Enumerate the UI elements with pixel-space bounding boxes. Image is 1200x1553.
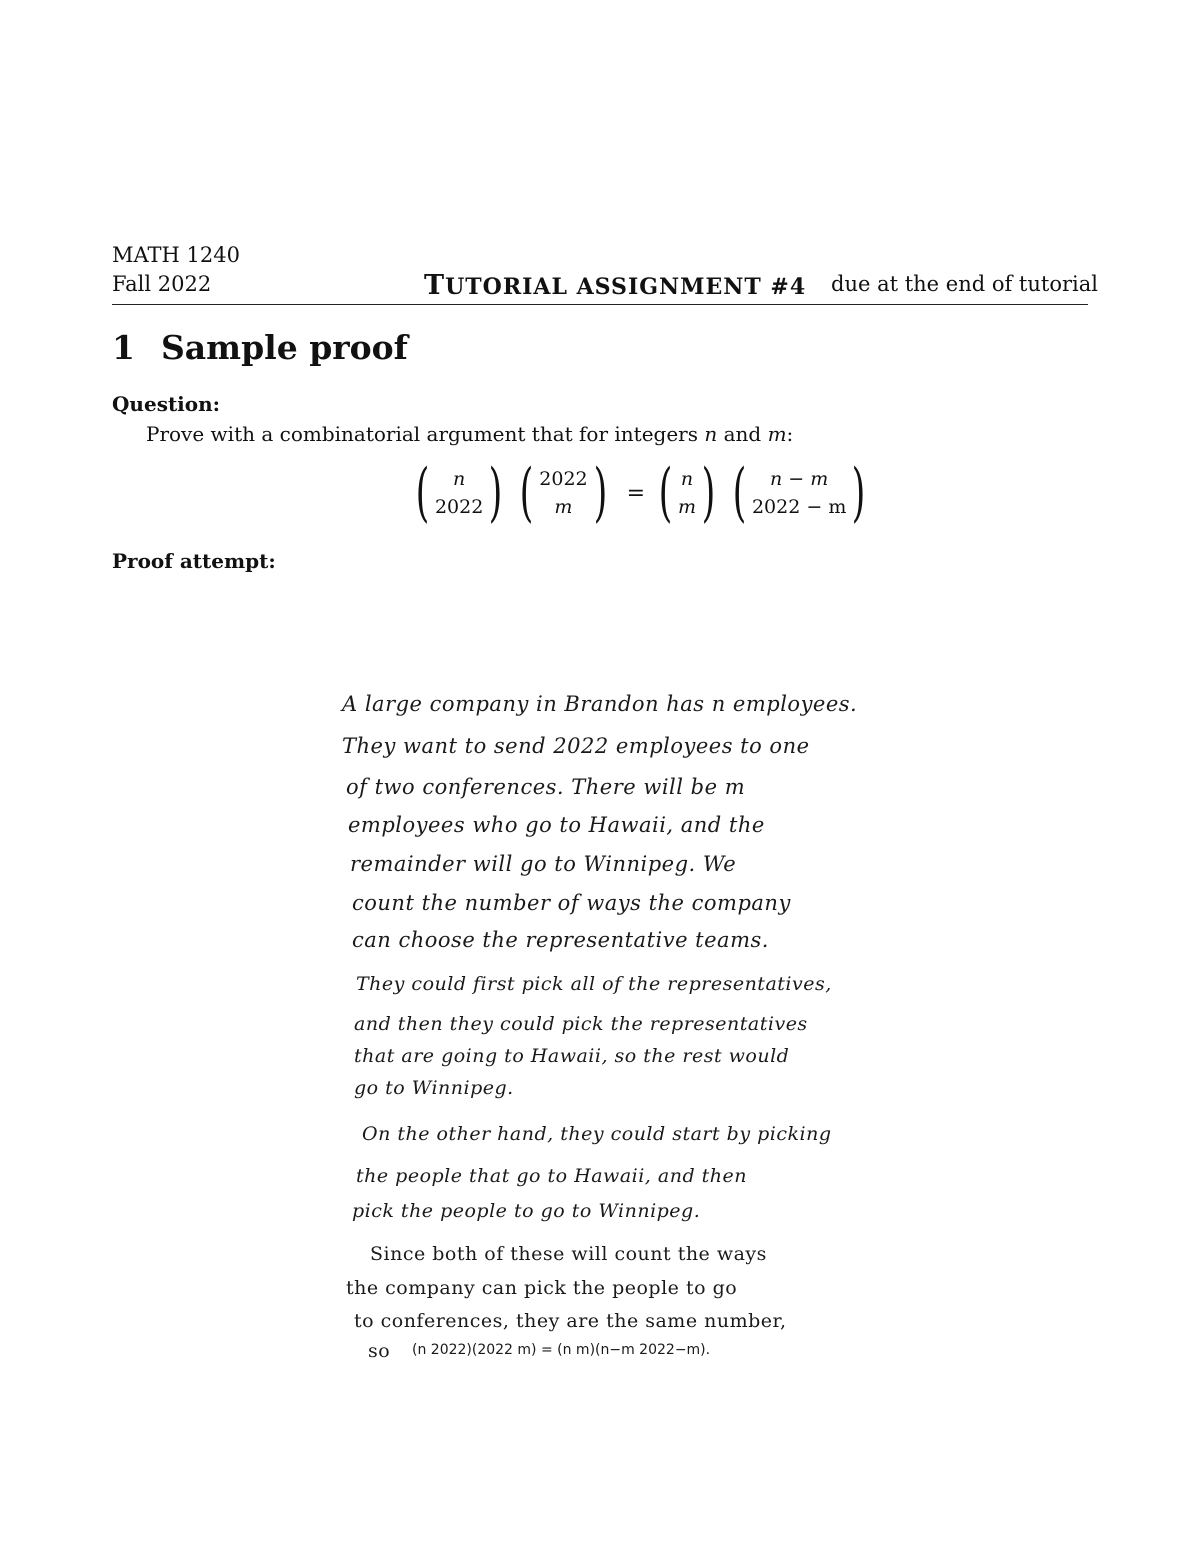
handwritten-line: count the number of ways the company	[352, 891, 791, 915]
question-text-after: :	[786, 422, 794, 446]
handwritten-line: pick the people to go to Winnipeg.	[352, 1200, 701, 1222]
handwritten-line: the company can pick the people to go	[346, 1277, 738, 1299]
var-m: m	[767, 422, 787, 446]
binomial-rhs-1: ( n m )	[658, 456, 716, 530]
proof-label: Proof attempt:	[112, 549, 276, 573]
binomial-lhs-1: ( n 2022 )	[415, 456, 503, 530]
handwritten-line: so	[368, 1340, 391, 1362]
question-text-before: Prove with a combinatorial argument that for integers	[146, 422, 705, 446]
binom-top: 2022	[539, 468, 588, 490]
handwritten-line: of two conferences. There will be m	[346, 775, 746, 799]
handwritten-final-equation: (n 2022)(2022 m) = (n m)(n−m 2022−m).	[412, 1342, 711, 1358]
handwritten-line: They want to send 2022 employees to one	[342, 734, 810, 758]
binomial-lhs-2: ( 2022 m )	[519, 456, 607, 530]
header-rule	[112, 304, 1088, 305]
section-number: 1	[112, 328, 135, 367]
binom-bottom: 2022 − m	[751, 496, 847, 518]
handwritten-line: can choose the representative teams.	[352, 928, 769, 952]
handwritten-line: go to Winnipeg.	[354, 1077, 514, 1099]
handwritten-line: remainder will go to Winnipeg. We	[350, 852, 737, 876]
handwritten-line: On the other hand, they could start by picking	[362, 1123, 832, 1145]
handwritten-line: to conferences, they are the same number,	[354, 1310, 787, 1332]
term: Fall 2022	[112, 272, 212, 296]
question-text	[146, 422, 793, 446]
handwritten-line: employees who go to Hawaii, and the	[348, 813, 765, 837]
question-text-and: and	[717, 422, 768, 446]
binomial-rhs-2: ( n − m 2022 − m )	[732, 456, 866, 530]
var-n: n	[704, 422, 718, 446]
course-code: MATH 1240	[112, 243, 240, 267]
handwritten-line: and then they could pick the representatives	[354, 1013, 808, 1035]
section-title: Sample proof	[160, 328, 408, 367]
section-heading	[112, 328, 408, 367]
handwritten-line: Since both of these will count the ways	[370, 1243, 767, 1265]
question-label: Question:	[112, 392, 221, 416]
handwritten-proof	[312, 645, 890, 1370]
handwritten-line: that are going to Hawaii, so the rest would	[354, 1045, 790, 1067]
assignment-title-rest: UTORIAL ASSIGNMENT #4	[445, 274, 807, 300]
assignment-title	[424, 270, 806, 301]
handwritten-line: They could first pick all of the representatives,	[356, 973, 832, 995]
equals-sign: =	[626, 480, 646, 506]
binom-bottom: 2022	[434, 496, 484, 518]
handwritten-line: the people that go to Hawaii, and then	[356, 1165, 747, 1187]
assignment-title-initial: T	[424, 270, 446, 301]
binom-bottom: m	[554, 496, 573, 518]
binom-top: n	[680, 468, 694, 490]
handwritten-line: A large company in Brandon has n employees.	[342, 692, 858, 716]
binom-top: n	[453, 468, 466, 490]
binom-top: n − m	[770, 468, 829, 490]
due-note: due at the end of tutorial	[831, 272, 1098, 296]
binom-bottom: m	[678, 496, 697, 518]
binomial-identity	[410, 456, 877, 530]
